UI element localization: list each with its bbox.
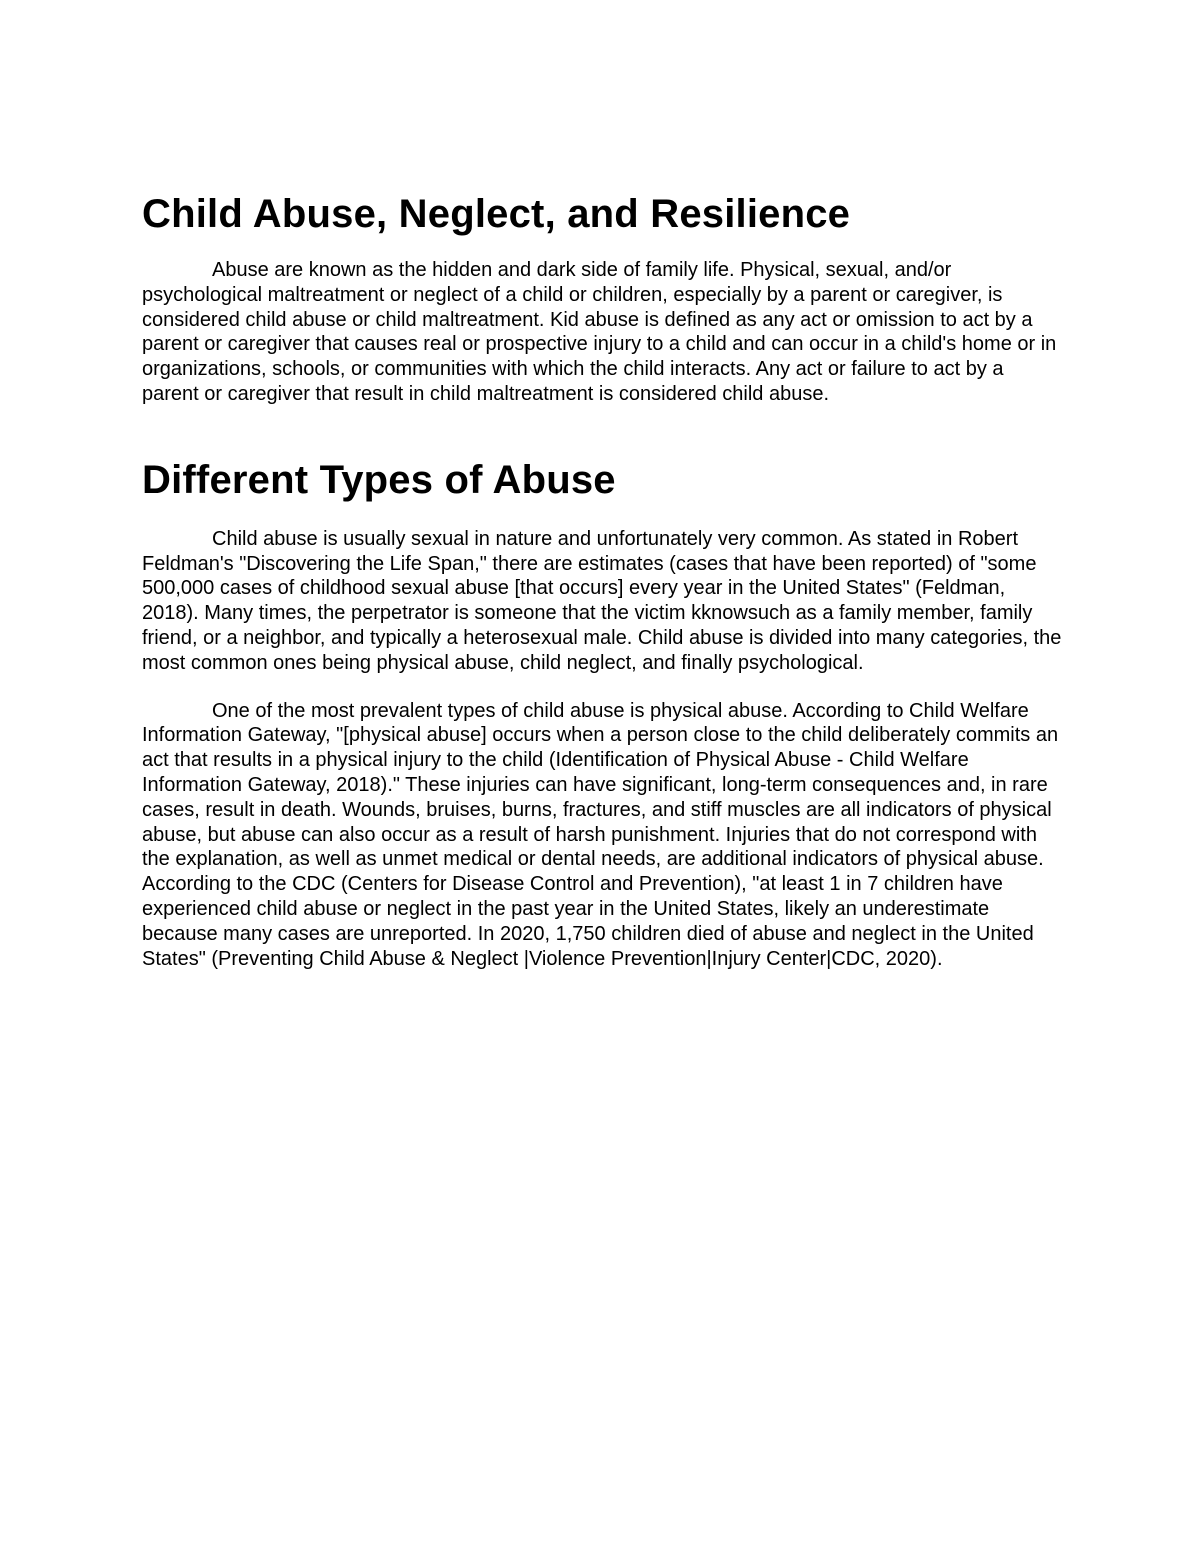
section-heading-child-abuse: Child Abuse, Neglect, and Resilience [142,192,851,236]
section-heading-types-of-abuse: Different Types of Abuse [142,457,616,502]
paragraph-sexual-abuse: Child abuse is usually sexual in nature and unfortunately very common. As stated in Robert Feldman's "Discovering the Life Span," there are estimates (cases that have been reported) of "some 500,000 cases of childhood sexual abuse [that occurs] every year in the United States" (Feldman, 2018). Many times, the perpetrator is someone that the victim kknowsuch as a family member, family friend, or a neighbor, and typically a heterosexual male. Child abuse is divided into many categories, the most common ones being physical abuse, child neglect, and finally psychological. [142,527,1062,674]
paragraph-abuse-definition: Abuse are known as the hidden and dark side of family life. Physical, sexual, and/or psychological maltreatment or neglect of a child or children, especially by a parent or caregiver, is considered child abuse or child maltreatment. Kid abuse is defined as any act or omission to act by a parent or caregiver that causes real or prospective injury to a child and can occur in a child's home or in organizations, schools, or communities with which the child interacts. Any act or failure to act by a parent or caregiver that result in child maltreatment is considered child abuse. [142,259,1057,405]
document-page [142,190,1062,971]
paragraph-physical-abuse: One of the most prevalent types of child abuse is physical abuse. According to Child Welfare Information Gateway, "[physical abuse] occurs when a person close to the child deliberately commits an act that results in a physical injury to the child (Identification of Physical Abuse - Child Welfare Information Gateway, 2018)." These injuries can have significant, long-term consequences and, in rare cases, result in death. Wounds, bruises, burns, fractures, and stiff muscles are all indicators of physical abuse, but abuse can also occur as a result of harsh punishment. Injuries that do not correspond with the explanation, as well as unmet medical or dental needs, are additional indicators of physical abuse. According to the CDC (Centers for Disease Control and Prevention), "at least 1 in 7 children have experienced child abuse or neglect in the past year in the United States, likely an underestimate because many cases are unreported. In 2020, 1,750 children died of abuse and neglect in the United States" (Preventing Child Abuse & Neglect |Violence Prevention|Injury Center|CDC, 2020). [142,699,1059,970]
